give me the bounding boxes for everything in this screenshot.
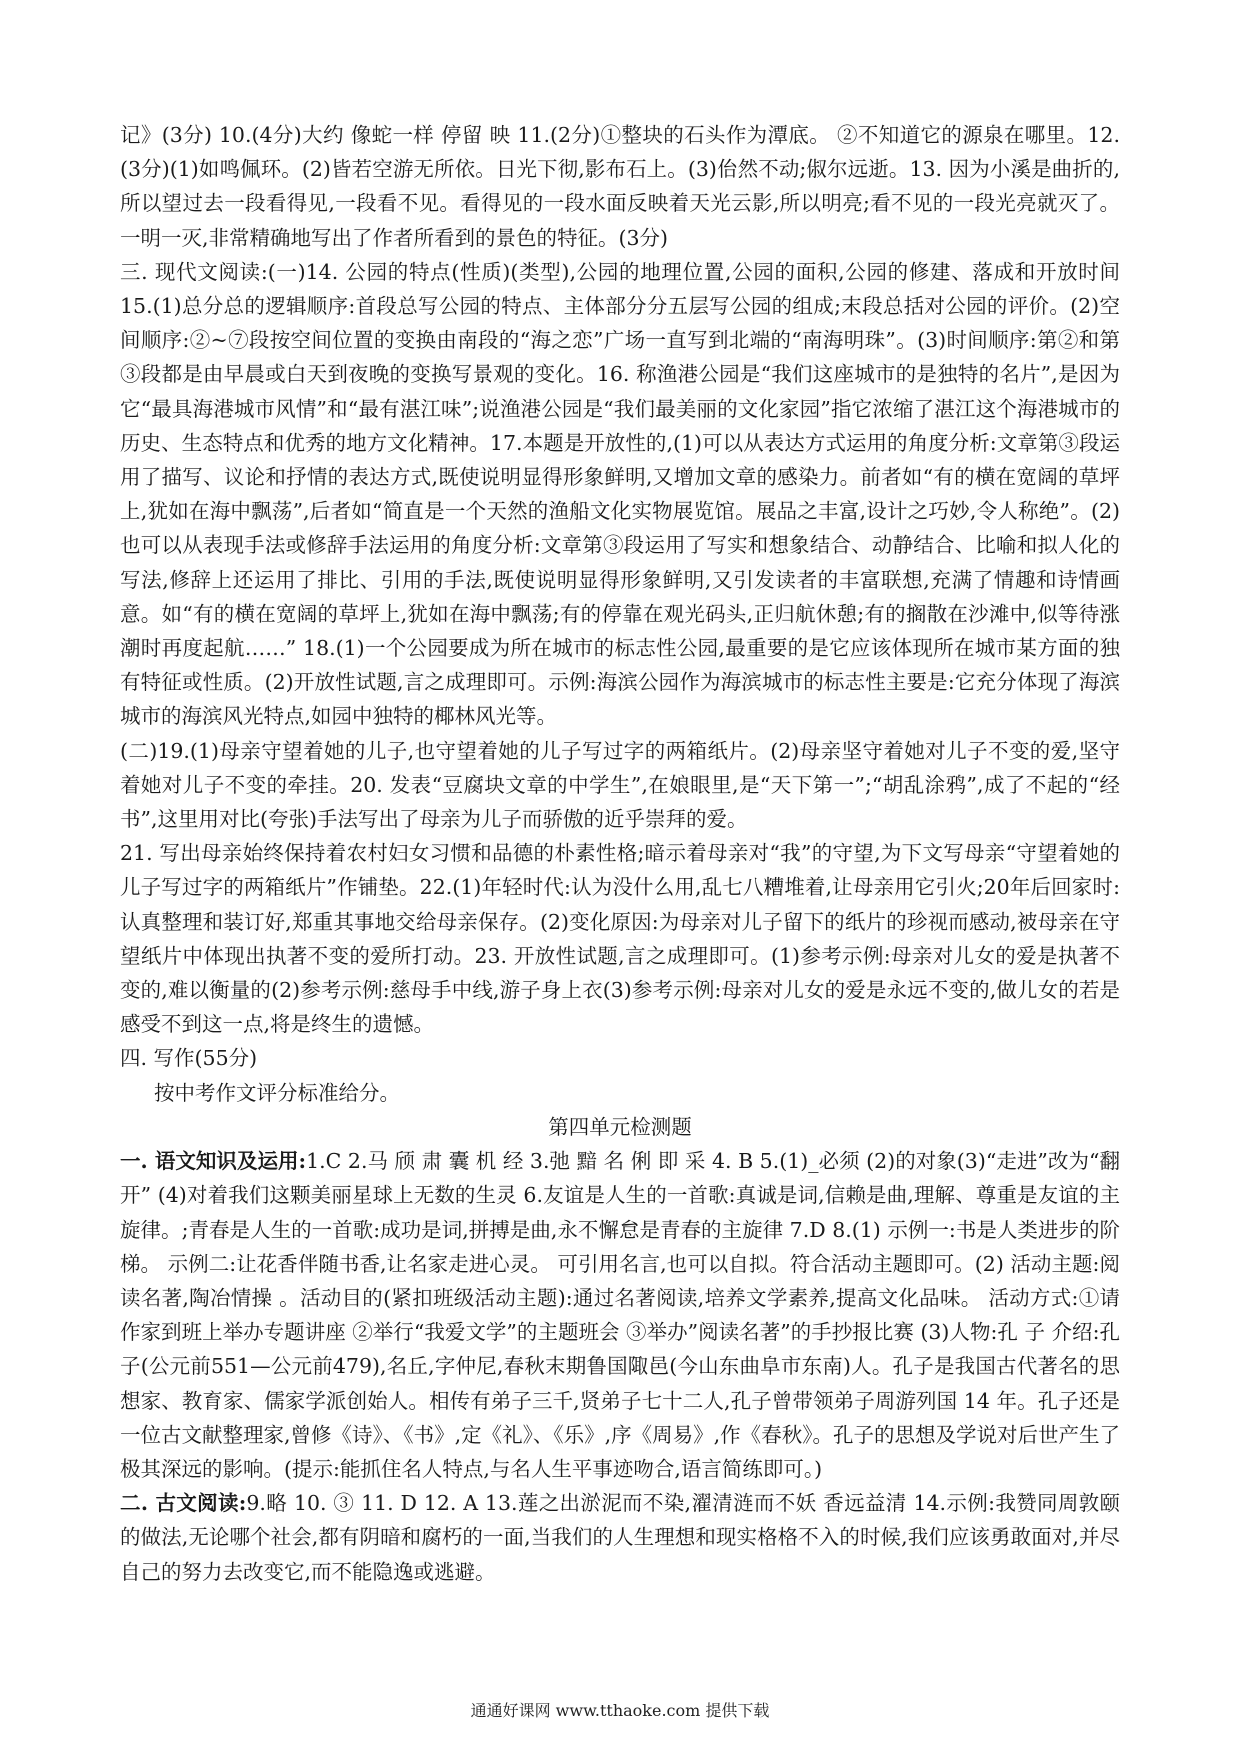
answer-key-body bbox=[120, 118, 1120, 1589]
section-heading: 一. 语文知识及运用: bbox=[120, 1149, 307, 1174]
section-heading: 四. 写作(55分) bbox=[120, 1046, 258, 1071]
answer-paragraph: (二)19.(1)母亲守望着她的儿子,也守望着她的儿子写过字的两箱纸片。(2)母亲坚守着她对儿子不变的爱,坚守着她对儿子不变的牵挂。20. 发表“豆腐块文章的中学生”,在娘眼里,是“天下第一”;“胡乱涂鸦”,成了不起的“经书”,这里用对比(夸张)手法写出了母亲为儿子而骄傲的近乎崇拜的爱。 bbox=[120, 738, 1120, 832]
answer-paragraph bbox=[120, 1144, 1120, 1486]
answer-paragraph: 按中考作文评分标准给分。 bbox=[154, 1080, 400, 1105]
unit-title: 第四单元检测题 bbox=[548, 1114, 692, 1139]
answer-text: 1.C 2.马 颀 肃 囊 机 经 3.弛 黯 名 俐 即 采 4. B 5.(1)_必须 (2)的对象(3)“走进”改为“翻开” (4)对着我们这颗美丽星球上无数的生灵 6.友谊是人生的一首歌:真诚是词,信赖是曲,理解、尊重是友谊的主旋律。;青春是人生的一首歌:成功是词,拼搏是曲,永不懈怠是青春的主旋律 7.D 8.(1) 示例一:书是人类进步的阶梯。 示例二:让花香伴随书香,让名家走进心灵。 可引用名言,也可以自拟。符合活动主题即可。(2) 活动主题:阅读名著,陶冶情操 。活动目的(紧扣班级活动主题):通过名著阅读,培养文学素养,提高文化品味。 活动方式:①请作家到班上举办专题讲座 ②举行“我爱文学”的主题班会 ③举办”阅读名著”的手抄报比赛 (3)人物:孔 子 介绍:孔子(公元前551—公元前479),名丘,字仲尼,春秋末期鲁国陬邑(今山东曲阜市东南)人。孔子是我国古代著名的思想家、教育家、儒家学派创始人。相传有弟子三千,贤弟子七十二人,孔子曾带领弟子周游列国 14 年。孔子还是一位古文献整理家,曾修《诗》、《书》,定《礼》、《乐》,序《周易》,作《春秋》。孔子的思想及学说对后世产生了极其深远的影响。(提示:能抓住名人特点,与名人生平事迹吻合,语言简练即可。) bbox=[120, 1149, 1120, 1481]
section-heading: 二. 古文阅读: bbox=[120, 1491, 247, 1516]
answer-paragraph: 21. 写出母亲始终保持着农村妇女习惯和品德的朴素性格;暗示着母亲对“我”的守望,为下文写母亲“守望着她的儿子写过字的两箱纸片”作铺垫。22.(1)年轻时代:认为没什么用,乱七八糟堆着,让母亲用它引火;20年后回家时:认真整理和装订好,郑重其事地交给母亲保存。(2)变化原因:为母亲对儿子留下的纸片的珍视而感动,被母亲在守望纸片中体现出执著不变的爱所打动。23. 开放性试题,言之成理即可。(1)参考示例:母亲对儿女的爱是执著不变的,难以衡量的(2)参考示例:慈母手中线,游子身上衣(3)参考示例:母亲对儿女的爱是永远不变的,做儿女的若是感受不到这一点,将是终生的遗憾。 bbox=[120, 841, 1120, 1037]
answer-paragraph: 三. 现代文阅读:(一)14. 公园的特点(性质)(类型),公园的地理位置,公园的面积,公园的修建、落成和开放时间 15.(1)总分总的逻辑顺序:首段总写公园的特点、主体部分分五层写公园的组成;末段总括对公园的评价。(2)空间顺序:②~⑦段按空间位置的变换由南段的“海之恋”广场一直写到北端的“南海明珠”。(3)时间顺序:第②和第③段都是由早晨或白天到夜晚的变换写景观的变化。16. 称渔港公园是“我们这座城市的是独特的名片”,是因为它“最具海港城市风情”和“最有湛江味”;说渔港公园是“我们最美丽的文化家园”指它浓缩了湛江这个海港城市的历史、生态特点和优秀的地方文化精神。17.本题是开放性的,(1)可以从表达方式运用的角度分析:文章第③段运用了描写、议论和抒情的表达方式,既使说明显得形象鲜明,又增加文章的感染力。前者如“有的横在宽阔的草坪上,犹如在海中飘荡”,后者如“简直是一个天然的渔船文化实物展览馆。展品之丰富,设计之巧妙,令人称绝”。(2)也可以从表现手法或修辞手法运用的角度分析:文章第③段运用了写实和想象结合、动静结合、比喻和拟人化的写法,修辞上还运用了排比、引用的手法,既使说明显得形象鲜明,又引发读者的丰富联想,充满了情趣和诗情画意。如“有的横在宽阔的草坪上,犹如在海中飘荡;有的停靠在观光码头,正归航休憩;有的搁散在沙滩中,似等待涨潮时再度起航……” 18.(1)一个公园要成为所在城市的标志性公园,最重要的是它应该体现所在城市某方面的独有特征或性质。(2)开放性试题,言之成理即可。示例:海滨公园作为海滨城市的标志性主要是:它充分体现了海滨城市的海滨风光特点,如园中独特的椰林风光等。 bbox=[120, 259, 1120, 729]
page-footer: 通通好课网 www.tthaoke.com 提供下载 bbox=[470, 1701, 770, 1720]
answer-text: 9.略 10. ③ 11. D 12. A 13.莲之出淤泥而不染,濯清涟而不妖 香远益清 14.示例:我赞同周敦颐的做法,无论哪个社会,都有阴暗和腐朽的一面,当我们的人生理想和现实格格不入的时候,我们应该勇敢面对,并尽自己的努力去改变它,而不能隐逸或逃避。 bbox=[120, 1491, 1120, 1584]
answer-paragraph bbox=[120, 1486, 1120, 1589]
answer-paragraph: 记》(3分) 10.(4分)大约 像蛇一样 停留 映 11.(2分)①整块的石头作为潭底。 ②不知道它的源泉在哪里。12.(3分)(1)如鸣佩环。(2)皆若空游无所依。日光下彻,影布石上。(3)佁然不动;俶尔远逝。13. 因为小溪是曲折的,所以望过去一段看得见,一段看不见。看得见的一段水面反映着天光云影,所以明亮;看不见的一段光亮就灭了。一明一灭,非常精确地写出了作者所看到的景色的特征。(3分) bbox=[120, 123, 1120, 250]
